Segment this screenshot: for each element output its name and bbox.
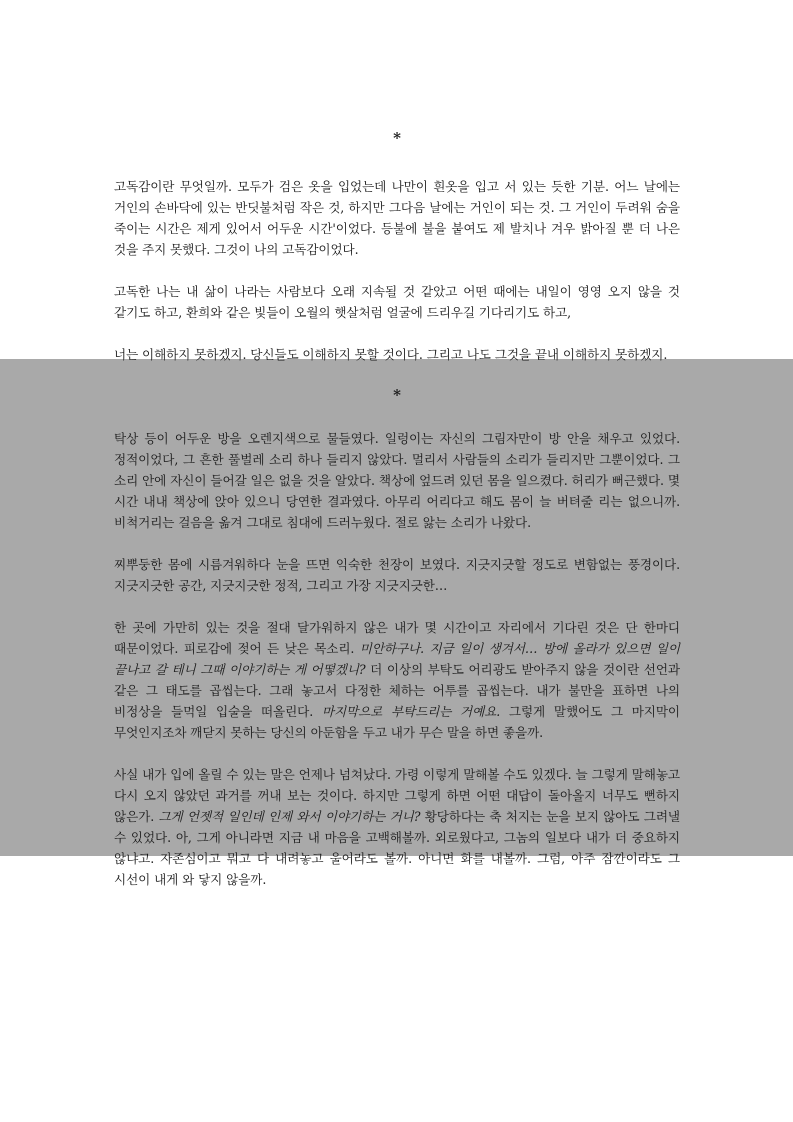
paragraph-lonely-self: 고독한 나는 내 삶이 나라는 사람보다 오래 지속될 것 같았고 어떤 때에는 내일이 영영 오지 않을 것 같기도 하고, 환희와 같은 빛들이 오월의 햇살처럼 얼굴에 드리우길 기다리기도 하고, [114,284,680,320]
paragraph-you-wont-understand: 너는 이해하지 못하겠지. 당신들도 이해하지 못할 것이다. 그리고 나도 그것을 끝내 이해하지 못하겠지. [114,347,668,362]
narration-text: 그렇게 말했어도 그 마지막이 무엇인지조차 깨닫지 못하는 당신의 아둔함을 두고 내가 무슨 말을 하면 좋을까. [114,704,680,740]
document-page [114,128,680,890]
narration-text: 더 이상의 부탁도 어리광도 받아주지 않을 것이란 선언과 같은 그 태도를 곱씹는다. 그래 놓고서 다정한 체하는 어투를 곱씹는다. 내가 불만을 표하면 나의 비정상을 들먹일 입술을 떠올린다. [114,662,680,719]
quoted-speech: 그게 언젯적 일인데 인제 와서 이야기하는 거니? [158,809,421,824]
paragraph-loneliness: 고독감이란 무엇일까. 모두가 검은 옷을 입었는데 나만이 흰옷을 입고 서 있는 듯한 기분. 어느 날에는 거인의 손바닥에 있는 반딧불처럼 작은 것, 하지만 그다음 날에는 거인이 되는 것. 그 거인이 두려워 숨을 죽이는 시간은 제게 있어서 어두운 시간'이었다. 등불에 불을 붙여도 제 발치나 겨우 밝아질 뿐 더 나은 것을 주지 못했다. 그것이 나의 고독감이었다. [114,179,680,257]
paragraph-words-to-say [114,764,680,890]
narration-text: 황당하다는 축 처지는 눈을 보지 않아도 그려낼 수 있었다. 아, 그게 아니라면 지금 내 마음을 고백해볼까. 외로웠다고, 그놈의 일보다 내가 더 중요하지 않냐고. 자존심이고 뭐고 다 내려놓고 울어라도 볼까. 아니면 화를 내볼까. 그럼, 아주 잠깐이라도 그 시선이 내게 와 닿지 않을까. [114,809,680,887]
quoted-speech: 마지막으로 부탁드리는 거예요. [321,704,501,719]
section-separator: * [393,129,401,147]
quoted-speech: 미안하구나. 지금 일이 생겨서… 방에 올라가 있으면 일이 끝나고 갈 테니 그때 이야기하는 게 어떻겠니? [114,641,680,677]
paragraph-waiting [114,617,680,743]
paragraph-ceiling: 찌뿌둥한 몸에 시름겨워하다 눈을 뜨면 익숙한 천장이 보였다. 지긋지긋할 정도로 변함없는 풍경이다. 지긋지긋한 공간, 지긋지긋한 정적, 그리고 가장 지긋지긋한… [114,557,680,593]
paragraph-desk-lamp: 탁상 등이 어두운 방을 오렌지색으로 물들였다. 일렁이는 자신의 그림자만이 방 안을 채우고 있었다. 정적이었다, 그 흔한 풀벌레 소리 하나 들리지 않았다. 멀리서 사람들의 소리가 들리지만 그뿐이었다. 그 소리 안에 자신이 들어갈 일은 없을 것을 알았다. 책상에 엎드려 있던 몸을 일으켰다. 허리가 뻐근했다. 몇 시간 내내 책상에 앉아 있으니 당연한 결과였다. 아무리 어리다고 해도 몸이 늘 버텨줄 리는 없으니까. 비척거리는 걸음을 옮겨 그대로 침대에 드러누웠다. 절로 앓는 소리가 나왔다. [114,431,680,530]
narration-text: 사실 내가 입에 올릴 수 있는 말은 언제나 넘쳐났다. 가령 이렇게 말해볼 수도 있겠다. 늘 그렇게 말해놓고 다시 오지 않았던 과거를 꺼내 보는 것이다. 하지만 그렇게 하면 어떤 대답이 돌아올지 너무도 뻔하지 않은가. [114,767,680,824]
narration-text: 한 곳에 가만히 있는 것을 절대 달가워하지 않은 내가 몇 시간이고 자리에서 기다린 것은 단 한마디 때문이었다. 피로감에 젖어 든 낮은 목소리. [114,620,680,656]
section-separator: * [393,386,401,404]
